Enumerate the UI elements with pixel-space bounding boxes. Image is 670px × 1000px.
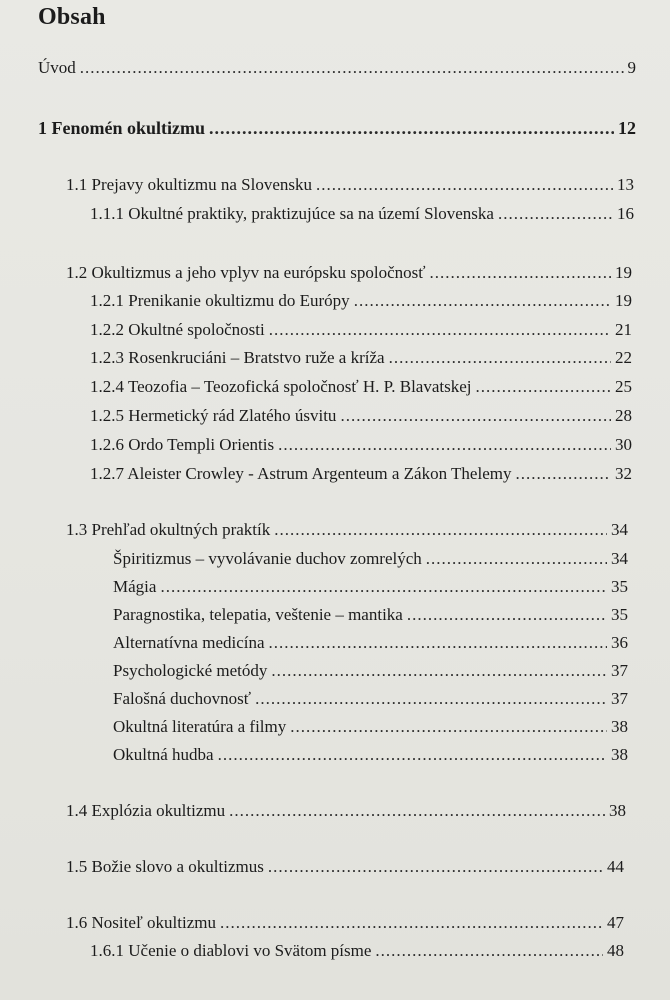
toc-entry-spiritizmus (113, 548, 628, 570)
dot-leader (340, 405, 611, 427)
dot-leader (407, 604, 607, 626)
dot-leader (220, 912, 603, 934)
toc-entry-page: 25 (615, 377, 632, 396)
dot-leader (354, 290, 611, 312)
toc-entry-page: 19 (615, 291, 632, 310)
toc-entry-label: 1.6.1 Učenie o diablovi vo Svätom písme (90, 941, 372, 960)
dot-leader (274, 519, 607, 541)
dot-leader (268, 856, 603, 878)
page-title: Obsah (38, 4, 106, 30)
toc-entry-page: 47 (607, 913, 624, 932)
dot-leader (160, 576, 607, 598)
toc-entry-label: Okultná literatúra a filmy (113, 717, 287, 736)
toc-entry-label: 1.2.1 Prenikanie okultizmu do Európy (90, 291, 350, 310)
toc-entry-1-2-5 (90, 405, 632, 427)
toc-entry-page: 21 (615, 320, 632, 339)
toc-entry-page: 32 (615, 464, 632, 483)
dot-leader (218, 744, 607, 766)
dot-leader (229, 800, 605, 822)
toc-entry-label: 1 Fenomén okultizmu (38, 118, 206, 138)
toc-entry-page: 13 (617, 175, 634, 194)
toc-entry-falosna-duchovnost (113, 688, 628, 710)
toc-entry-paragnostika (113, 604, 628, 626)
dot-leader (278, 434, 611, 456)
toc-entry-1-6-1 (90, 940, 624, 962)
toc-entry-1-4 (66, 800, 626, 822)
dot-leader (269, 319, 611, 341)
toc-entry-label: Falošná duchovnosť (113, 689, 252, 708)
toc-entry-1-2-2 (90, 319, 632, 341)
dot-leader (498, 203, 613, 225)
toc-entry-1-2-4 (90, 376, 632, 398)
toc-entry-label: 1.1 Prejavy okultizmu na Slovensku (66, 175, 313, 194)
toc-entry-okultna-literatura (113, 716, 628, 738)
toc-entry-label: Psychologické metódy (113, 661, 268, 680)
toc-entry-page: 12 (618, 118, 636, 138)
toc-entry-page: 48 (607, 941, 624, 960)
toc-entry-chapter-1 (38, 117, 636, 139)
dot-leader (80, 57, 624, 79)
toc-entry-label: 1.6 Nositeľ okultizmu (66, 913, 216, 932)
toc-entry-page: 28 (615, 406, 632, 425)
toc-entry-page: 16 (617, 204, 634, 223)
toc-entry-1-2-7 (90, 463, 632, 485)
toc-entry-label: 1.2.3 Rosenkruciáni – Bratstvo ruže a kríža (90, 348, 385, 367)
toc-entry-psychologicke-metody (113, 660, 628, 682)
dot-leader (515, 463, 611, 485)
toc-entry-label: 1.2 Okultizmus a jeho vplyv na európsku spoločnosť (66, 263, 426, 282)
toc-entry-label: 1.3 Prehľad okultných praktík (66, 520, 271, 539)
toc-entry-label: Úvod (38, 58, 76, 77)
dot-leader (426, 548, 607, 570)
toc-entry-label: Špiritizmus – vyvolávanie duchov zomrelých (113, 549, 422, 568)
toc-entry-page: 44 (607, 857, 624, 876)
dot-leader (476, 376, 612, 398)
dot-leader (290, 716, 607, 738)
toc-entry-page: 22 (615, 348, 632, 367)
toc-entry-page: 30 (615, 435, 632, 454)
dot-leader (209, 117, 614, 139)
toc-entry-label: 1.5 Božie slovo a okultizmus (66, 857, 264, 876)
toc-entry-label: Paragnostika, telepatia, veštenie – mantika (113, 605, 403, 624)
toc-entry-page: 19 (615, 263, 632, 282)
toc-entry-okultna-hudba (113, 744, 628, 766)
dot-leader (430, 262, 612, 284)
toc-entry-1-2-6 (90, 434, 632, 456)
toc-entry-magia (113, 576, 628, 598)
toc-entry-page: 34 (611, 549, 628, 568)
toc-entry-page: 38 (609, 801, 626, 820)
toc-entry-1-1 (66, 174, 634, 196)
dot-leader (271, 660, 607, 682)
toc-entry-label: Okultná hudba (113, 745, 214, 764)
toc-entry-label: 1.4 Explózia okultizmu (66, 801, 226, 820)
toc-entry-1-2 (66, 262, 632, 284)
toc-entry-page: 35 (611, 577, 628, 596)
toc-entry-page: 36 (611, 633, 628, 652)
toc-entry-1-5 (66, 856, 624, 878)
toc-entry-page: 34 (611, 520, 628, 539)
toc-entry-label: 1.2.2 Okultné spoločnosti (90, 320, 265, 339)
toc-entry-label: 1.2.6 Ordo Templi Orientis (90, 435, 275, 454)
dot-leader (255, 688, 607, 710)
toc-entry-1-3 (66, 519, 628, 541)
toc-entry-page: 37 (611, 689, 628, 708)
toc-entry-label: 1.1.1 Okultné praktiky, praktizujúce sa na území Slovenska (90, 204, 494, 223)
toc-entry-page: 38 (611, 745, 628, 764)
toc-entry-page: 35 (611, 605, 628, 624)
toc-entry-1-2-3 (90, 347, 632, 369)
toc-entry-1-2-1 (90, 290, 632, 312)
toc-entry-1-1-1 (90, 203, 634, 225)
toc-entry-label: 1.2.7 Aleister Crowley - Astrum Argenteum a Zákon Thelemy (90, 464, 512, 483)
dot-leader (375, 940, 603, 962)
toc-entry-label: Mágia (113, 577, 157, 596)
toc-entry-label: 1.2.4 Teozofia – Teozofická spoločnosť H. P. Blavatskej (90, 377, 472, 396)
toc-entry-page: 9 (627, 58, 636, 77)
toc-entry-uvod (38, 57, 636, 79)
dot-leader (269, 632, 607, 654)
toc-entry-page: 38 (611, 717, 628, 736)
toc-entry-label: 1.2.5 Hermetický rád Zlatého úsvitu (90, 406, 337, 425)
dot-leader (389, 347, 611, 369)
toc-entry-1-6 (66, 912, 624, 934)
toc-entry-page: 37 (611, 661, 628, 680)
toc-entry-alternativna-medicina (113, 632, 628, 654)
toc-entry-label: Alternatívna medicína (113, 633, 265, 652)
dot-leader (316, 174, 613, 196)
